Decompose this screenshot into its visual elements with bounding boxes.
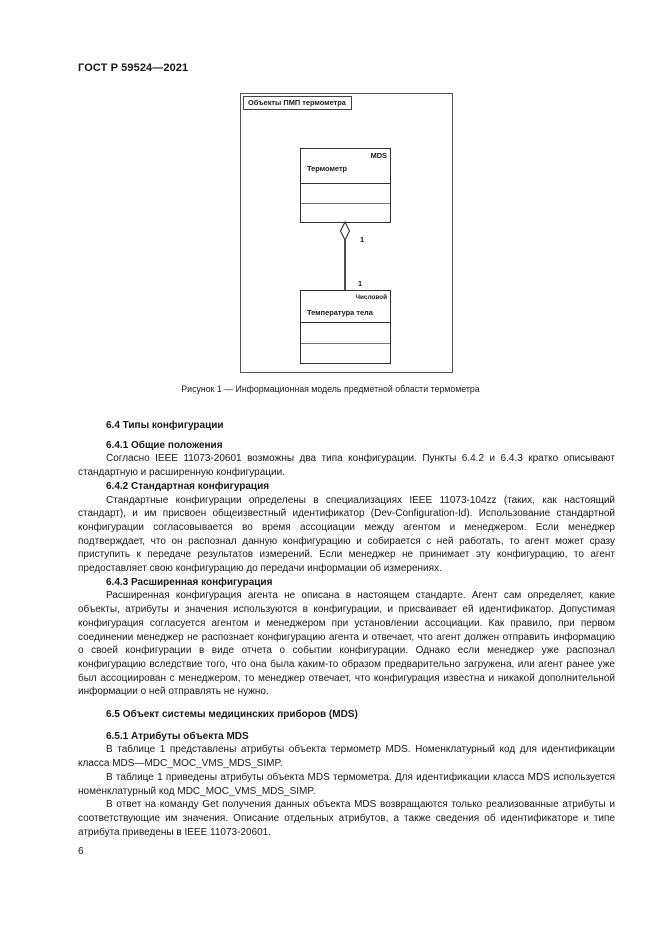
class-stereotype: Числовой — [355, 294, 387, 301]
aggregation-connector — [330, 220, 370, 292]
paragraph: Стандартные конфигурации определены в специализациях IEEE 11073-104zz (таких, как настоящий стандарт), и им присвоен общеизвестный идентификатор (Dev-Configuration-Id). Использование стандартной конфигурации согласовывается во время ассоциации между агентом и менеджером. Если менеджер подтверждает, что он распознал данную конфигурацию и собирается с ней работать, то агент может сразу приступить к передаче результатов измерений. Если менеджер не принимает эту конфигурацию, то агент предоставляет свою конфигурацию до передачи информации об измерениях. — [78, 494, 615, 575]
paragraph: Согласно IEEE 11073-20601 возможны два типа конфигурации. Пункты 6.4.2 и 6.4.3 кратко описывают стандартную и расширенную конфигурации. — [78, 453, 615, 479]
page-number: 6 — [78, 846, 84, 857]
section-heading-6-5: 6.5 Объект системы медицинских приборов (MDS) — [106, 709, 358, 721]
figure-caption: Рисунок 1 — Информационная модель предметной области термометра — [181, 384, 480, 394]
subsection-heading-6-4-3: 6.4.3 Расширенная конфигурация — [106, 576, 273, 588]
subsection-heading-6-5-1: 6.5.1 Атрибуты объекта MDS — [106, 730, 249, 742]
multiplicity-top: 1 — [360, 235, 365, 244]
subsection-heading-6-4-2: 6.4.2 Стандартная конфигурация — [106, 480, 270, 492]
class-name: Термометр — [307, 164, 348, 173]
document-header: ГОСТ Р 59524—2021 — [78, 62, 189, 74]
paragraph: В таблице 1 приведены атрибуты объекта MDS термометра. Для идентификации класса MDS используется номенклатурный код MDC_MOC_VMS_MDS_SIMP. — [78, 771, 615, 797]
paragraph: В таблице 1 представлены атрибуты объекта термометр MDS. Номенклатурный код для идентификации класса MDS—MDC_MOC_VMS_MDS_SIMP. — [78, 744, 615, 770]
multiplicity-bottom: 1 — [358, 279, 363, 288]
frame-label: Объекты ПМП термометра — [243, 96, 352, 110]
uml-class-numeric-body-temperature — [300, 290, 391, 364]
subsection-heading-6-4-1: 6.4.1 Общие положения — [106, 439, 223, 451]
document-body — [78, 419, 615, 839]
paragraph: Расширенная конфигурация агента не описана в настоящем стандарте. Агент сам определяет, какие объекты, атрибуты и значения используются в конфигурации, и присваивает ей идентификатор. Допустимая конфигурация согласуется агентом и менеджером при установлении ассоциации. Как правило, при первом соединении менеджер не распознает конфигурацию агента и отвечает, что агент должен отправить информацию о своей конфигурации в виде отчета о событии конфигурации. Однако если менеджер уже распознал конфигурацию вследствие того, что она была каким-то образом предварительно загружена, или агент ранее уже был ассоциирован с менеджером, то менеджер отвечает, что конфигурация известна и никакой дополнительной информации о ней отправлять не нужно. — [78, 590, 615, 698]
class-stereotype: MDS — [370, 151, 387, 160]
operations-compartment — [301, 344, 390, 364]
aggregation-diamond-icon — [341, 222, 350, 240]
section-heading-6-4: 6.4 Типы конфигурации — [106, 420, 224, 431]
attributes-compartment — [301, 184, 390, 204]
paragraph: В ответ на команду Get получения данных объекта MDS возвращаются только реализованные атрибуты и соответствующие им значения. Описание отдельных атрибутов, а также сведения об идентификаторе и типе атрибута приведены в IEEE 11073-20601. — [78, 799, 615, 838]
attributes-compartment — [301, 323, 390, 344]
uml-class-mds-thermometer — [300, 148, 391, 223]
class-name-compartment — [301, 291, 390, 323]
class-name: Температура тела — [307, 308, 373, 317]
class-name-compartment — [301, 149, 390, 184]
